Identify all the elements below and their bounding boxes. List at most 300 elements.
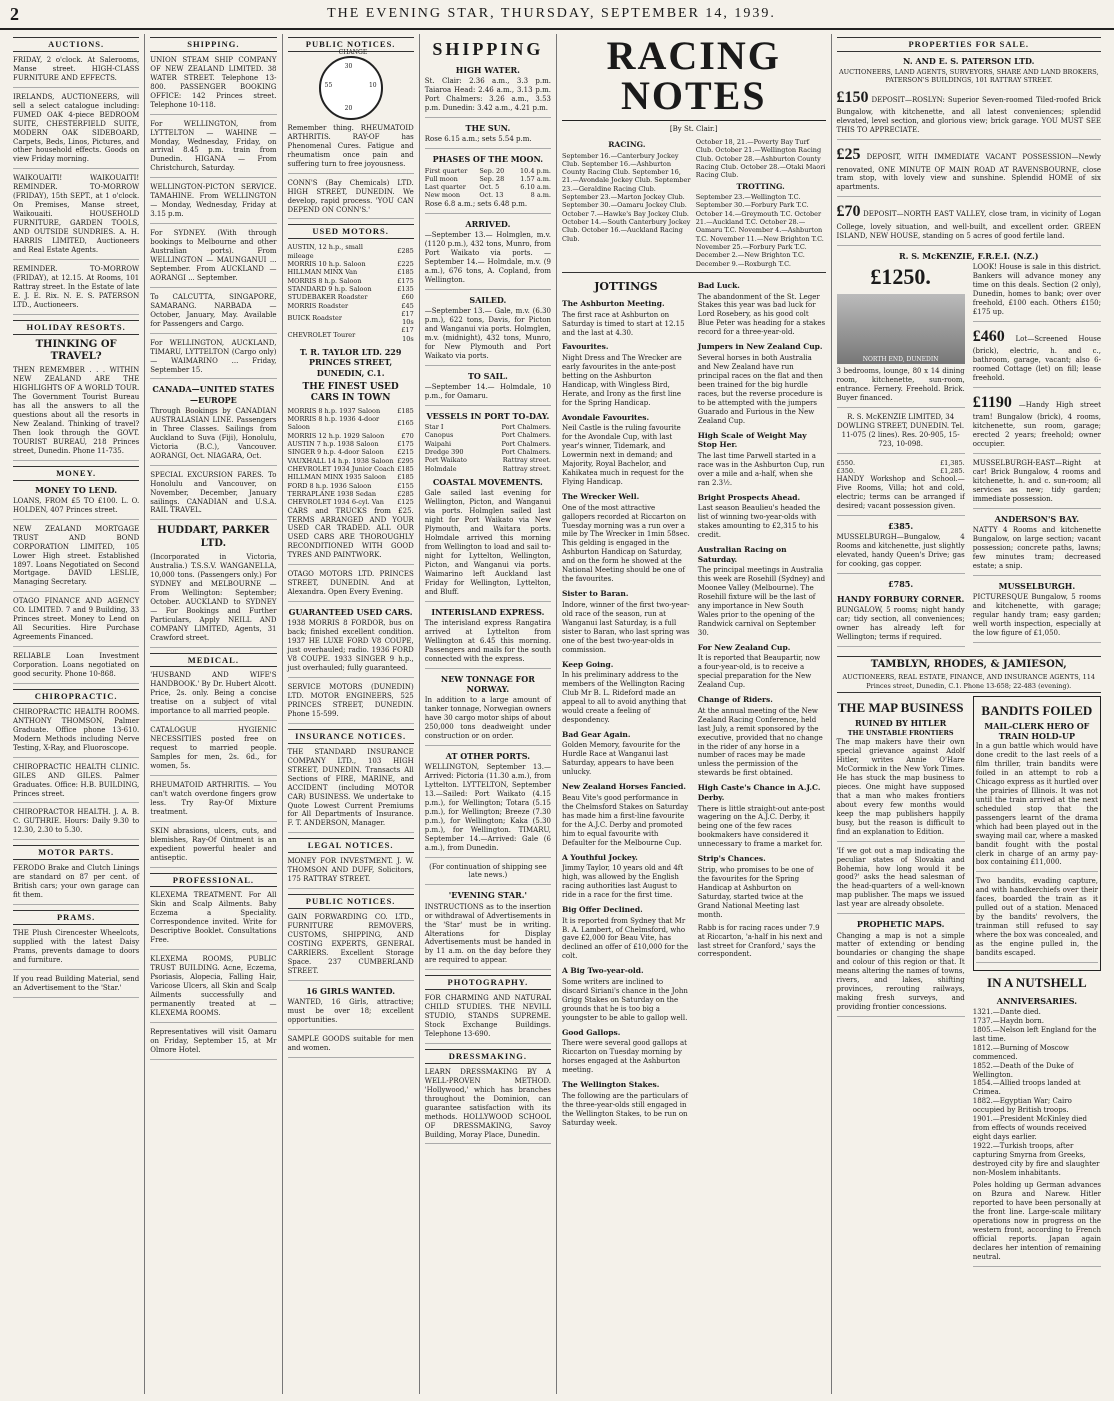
story-text: One of the most attractive gallopers recorded at Riccarton on Tuesday morning was a run over a mile by The Wrecker in 1min 58sec. This gelding is engaged in the Ashburton Handicap on Saturday, and on the form he showed at the National Meeting should be one of the favourites. xyxy=(562,503,690,584)
story-text: In his preliminary address to the members of the Wellington Racing Club Mr B. L. Rideford made an appeal to all to avoid anything that would create a feeling of despondency. xyxy=(562,671,687,724)
story-heading: Bad Luck. xyxy=(697,280,740,290)
table-row xyxy=(425,167,551,175)
vessel-place: Port Chalmers. xyxy=(501,447,551,456)
car-price: £215 xyxy=(397,448,414,457)
property-text: 3 bedrooms, lounge, 80 x 14 dining room, kitchenette, sun-room, entrance. Fernery. Freehold. Brick. Buyer financed. xyxy=(837,367,965,408)
shipping-ad: To CALCUTTA, SINGAPORE, SAMARANG. NARBADA — October, January, May. Available for Passengers and Cargo. xyxy=(150,293,276,334)
to-sail-text: —September 14.— Holmdale, 10 p.m., for Oamaru. xyxy=(425,383,551,406)
chiropractic-heading: CHIROPRACTIC. xyxy=(13,689,139,704)
car-name: CHEVROLET 1934 Junior Coach xyxy=(287,465,395,473)
property-text: LOOK! House is sale in this district. Bankers will advance money any time on this deals. Section (2 only), Dunedin, homes to bank; over over freehold, £100 each. Others £150; £175 up. xyxy=(973,263,1101,322)
table-row xyxy=(425,175,551,183)
story-heading: Bad Gear Again. xyxy=(562,729,631,739)
table-row xyxy=(425,440,551,448)
canada-ad: Through Bookings by CANADIAN AUSTRALASIAN LINE. Passengers in Three Classes. Sailings from Auckland to Suva (Fiji), Honolulu, Victoria (B.C.), Vancouver. AORANGI, Oct. NIAGARA, Oct. xyxy=(150,407,276,466)
evening-star-heading: 'EVENING STAR.' xyxy=(448,890,527,901)
prophetic-maps-heading: PROPHETIC MAPS. xyxy=(856,919,945,930)
arrived-text: —September 13.— Holmglen, m.v. (1120 p.m.), 432 tons, Munro, from Port Waikato via ports. —September 14.— Holmdale, m.v. (9 a.m.), 676 tons, A. Copland, from Wellington. xyxy=(425,231,551,290)
medical-ad: CATALOGUE HYGIENIC NECESSITIES posted free on request to married people. Samples for men, 2s. 6d., for women, 5s. xyxy=(150,726,276,776)
high-water-text: St. Clair: 2.36 a.m., 3.3 p.m. Taiaroa Head: 2.46 a.m., 3.13 p.m. Port Chalmers: 3.26 a.m., 3.53 p.m. Dunedin: 3.42 a.m., 4.21 p.m. xyxy=(425,77,551,118)
table-row xyxy=(288,465,414,473)
table-row xyxy=(288,407,414,415)
used-motors-table xyxy=(288,243,414,343)
story-text: Several horses in both Australia and New Zealand have run principal races on the flat and then been trained for the big hurdle races, but the reverse procedure is to be attempted with the jumpers Guarado and Furious in the New Zealand Cup. xyxy=(697,353,823,425)
moon-table xyxy=(425,167,551,200)
moon-rise-text: Rose 6.8 a.m.; sets 6.48 p.m. xyxy=(425,200,551,214)
story-heading: High Scale of Weight May Stop Her. xyxy=(697,430,807,450)
car-price: £285 xyxy=(397,247,414,256)
moon-time: 10.4 p.m. xyxy=(520,166,551,175)
car-price: £70 xyxy=(401,431,414,440)
column-public-notices xyxy=(283,34,420,1394)
finest-cars-ad: CARS and TRUCKS from £25. TERMS ARRANGED AND YOUR USED CAR TRADED. ALL OUR USED CARS ARE THOROUGHLY RECONDITIONED WITH GOOD TYRES AND PAINTWORK. xyxy=(288,507,414,566)
moon-phase: Full moon xyxy=(424,174,458,183)
mckenzie-section xyxy=(837,263,1102,652)
paterson-subheading: AUCTIONEERS, LAND AGENTS, SURVEYORS, SHARE AND LAND BROKERS, PATERSON'S BUILDINGS, 101 RATTRAY STREET. xyxy=(838,68,1099,85)
service-motors-ad: SERVICE MOTORS (DUNEDIN) LTD. MOTOR ENGINEERS, 525 PRINCES STREET, DUNEDIN. Phone 15-599. xyxy=(288,683,414,724)
story-heading: Sister to Baran. xyxy=(562,589,629,599)
table-row xyxy=(288,302,414,310)
car-name: HILLMAN MINX 1935 Saloon xyxy=(287,473,387,482)
car-name: VAUXHALL 14 h.p. 1938 Saloon xyxy=(287,456,394,465)
map-business-subheading: RUINED BY HITLER xyxy=(855,717,947,728)
clock-number: 55 xyxy=(324,81,333,89)
racing-dates-right: October 18, 21.—Poverty Bay Turf Club. October 21.—Wellington Racing Club. October 28.—Ashburton County Racing Club. October 28.—Otaki Maori Racing Club. xyxy=(695,137,826,180)
money-subhead: MONEY TO LEND. xyxy=(35,484,118,495)
finest-cars-table xyxy=(288,407,414,507)
column-properties xyxy=(832,34,1107,1394)
table-row xyxy=(837,467,965,475)
moon-date: Oct. 13 xyxy=(479,191,504,200)
story-text: Golden Memory, favourite for the Hurdle Race at Wanganui last Saturday, appears to have been unlucky. xyxy=(562,741,681,777)
story-text: Indore, winner of the first two-year-old race of the season, run at Wanganui last Saturday, is a full sister to Baran, who last spring was one of the best two-year-olds in commission. xyxy=(562,600,690,654)
moon-date: Sep. 28 xyxy=(479,174,505,183)
bandits-text: In a gun battle which would have done credit to the last reels of a film thriller, train bandits were foiled in an attempt to rob a Chicago express as it hurtled over the prairies of Illinois. It was not until the train arrived at the next scheduled stop that the passengers learnt of the drama which had been played out in the swaying mail car, where a masked bandit fought with the postal clerk in charge of an army pay-box containing £11,000. xyxy=(976,742,1098,872)
money-ad: RELIABLE Loan Investment Corporation. Loans negotiated on good security. Phone 10-868. xyxy=(13,652,139,684)
car-name: MORRIS Roadster xyxy=(287,301,349,310)
car-price: £165 xyxy=(397,419,414,428)
table-row xyxy=(425,431,551,439)
story-heading: Big Offer Declined. xyxy=(562,904,643,914)
moon-phase: First quarter xyxy=(424,166,468,175)
property-ad xyxy=(973,327,1101,388)
table-row xyxy=(288,490,414,498)
racing-calendar xyxy=(562,138,826,268)
continued-note: (For continuation of shipping see late news.) xyxy=(425,863,551,886)
car-name: STANDARD 9 h.p. Saloon xyxy=(287,284,372,293)
map-business-text: 'If we got out a map indicating the peculiar states of Slovakia and Bohemia, how long would it be good?' asks the head salesman of the head-quarters of a well-known map publisher. The maps we issued last year are already obsolete. xyxy=(837,847,965,915)
list-item: 1882.—Egyptian War; Cairo occupied by British troops. xyxy=(972,1097,1072,1115)
travel-title: THINKING OF TRAVEL? xyxy=(35,338,117,363)
shipping-ad: For SYDNEY. (With through bookings to Melbourne and other Australian ports). From WELLINGTON — MAUNGANUI ... September. From AUCKLAND — AORANGI ... September. xyxy=(150,229,276,288)
property-ad xyxy=(837,145,1102,197)
property-text: NATTY 4 Rooms and kitchenette Bungalow, on large section; vacant possession; concrete paths, lawns; few minutes tram; decreased estate; a snip. xyxy=(973,526,1101,576)
list-item: 1805.—Nelson left England for the last time. xyxy=(972,1025,1097,1043)
interisland-text: The interisland express Rangatira arrived at Lyttelton from Wellington at 6.45 this morning. Passengers and mails for the south connected with the express. xyxy=(425,619,551,669)
story-heading: The Wellington Stakes. xyxy=(562,1080,660,1090)
auction-ad: REMINDER. TO-MORROW (FRIDAY), at 12.15. At Rooms, 101 Rattray street. In the Estate of late E. J. E. Rix. N. E. S. PATERSON LTD., Auctioneers. xyxy=(13,265,139,315)
shipping-ad: For WELLINGTON, AUCKLAND, TIMARU, LYTTELTON (Cargo only) — WAIMARINO ... Friday, September 15. xyxy=(150,339,276,380)
money-ad: NEW ZEALAND MORTGAGE TRUST AND BOND CORPORATION LIMITED, 105 Lower High street. Established 1897. Loans Negotiated on Second Mortgage. DAVID LESLIE, Managing Secretary. xyxy=(13,525,139,593)
tonnage-text: In addition to a large amount of tanker tonnage, Norwegian owners have 30 cargo motor ships of about 250,000 tons deadweight under construction or on order. xyxy=(425,696,551,746)
map-business-text: The map makers have their own special grievance against Adolf Hitler, writes Annie O'Hare McCormick in the New York Times. He has stuck the map business to pieces. One might have supposed that a man who makes frontiers about every few months would keep the map publishers happily busy, but the reason is difficult to find an explanation to Edition. xyxy=(837,738,965,841)
girls-wanted-heading: 16 GIRLS WANTED. xyxy=(306,985,396,996)
car-name: AUSTIN, 12 h.p., small mileage xyxy=(287,243,363,260)
table-row xyxy=(288,293,414,301)
bandits-story xyxy=(973,696,1101,971)
prams-heading: PRAMS. xyxy=(13,910,139,925)
moon-heading: PHASES OF THE MOON. xyxy=(432,154,544,165)
car-price: £285 xyxy=(397,489,414,498)
property-price: £460 xyxy=(972,327,1005,345)
moon-time: 1.57 a.m. xyxy=(520,174,551,183)
photography-heading: PHOTOGRAPHY. xyxy=(425,975,551,990)
table-row xyxy=(288,277,414,285)
money-heading: MONEY. xyxy=(13,466,139,481)
tamblyn-heading: TAMBLYN, RHODES, & JAMIESON, xyxy=(837,656,1102,672)
car-name: MORRIS 8 h.p. 1936 4-door Saloon xyxy=(287,415,380,432)
table-row xyxy=(288,432,414,440)
list-item: 1852.—Death of the Duke of Wellington. xyxy=(972,1061,1074,1079)
car-price: £45 xyxy=(401,301,414,310)
clock-number: 30 xyxy=(344,62,353,70)
medical-ad: 'HUSBAND AND WIFE'S HANDBOOK.' By Dr. Hubert Alcott. Price, 2s. only. Being a concise treatise on a subject of vital importance to all married people. xyxy=(150,671,276,721)
high-water-heading: HIGH WATER. xyxy=(455,65,520,76)
story-heading: Bright Prospects Ahead. xyxy=(697,492,801,502)
chiro-ad: CHIROPRACTOR HEALTH. J. A. B. C. GUTHRIE. Hours: Daily 9.30 to 12.30, 2.30 to 5.30. xyxy=(13,808,139,840)
story-text: Strip, who promises to be one of the favourites for the Spring Handicap at Ashburton on Saturday, started twice at the Grand National Meeting last month. xyxy=(697,865,814,919)
story-text: Rabb is for racing races under 7.9 at Riccarton, 'a-half in his next and last street for Cranford,' says the correspondent. xyxy=(697,923,823,959)
vessel-name: Canopus xyxy=(424,431,454,440)
car-name: MORRIS 8 h.p. Saloon xyxy=(287,276,362,285)
car-price: £185 xyxy=(397,406,414,415)
money-ad: OTAGO FINANCE AND AGENCY CO. LIMITED. 7 and 9 Building, 33 Princes street. Money to Lend on All Securities. Hire Purchase Agreements Financed. xyxy=(13,597,139,647)
house-photo xyxy=(837,294,965,364)
mckenzie-signature: R. S. McKENZIE LIMITED, 34 DOWLING STREET, DUNEDIN. Tel. 11-075 (2 lines). Res. 20-905, 15-723, 10-098. xyxy=(837,413,965,454)
prams-ad: If you read Building Material, send an Advertisement to the 'Star.' xyxy=(13,975,139,998)
used-motors-heading: USED MOTORS. xyxy=(288,224,414,239)
car-price: £185 xyxy=(397,465,414,473)
price-cell: £1,285. xyxy=(939,467,965,476)
vessel-place: Rattray street. xyxy=(502,464,551,473)
guaranteed-ad: 1938 MORRIS 8 FORDOR, bus on back; finished excellent condition. 1937 HE LUXE FORD V8 COUPE, just overhauled; radio. 1936 FORD V8 COUPE. 1933 SINGER 9 h.p., just overhauled; fully guaranteed. xyxy=(288,619,414,678)
car-price: £225 xyxy=(397,259,414,268)
moon-time: 6.10 a.m. xyxy=(520,183,551,192)
vessel-name: Waipahi xyxy=(424,439,452,448)
story-text: The first race at Ashburton on Saturday is timed to start at 12.15 and the last at 4.30. xyxy=(562,310,685,337)
insurance-ad: THE STANDARD INSURANCE COMPANY LTD., 103 HIGH STREET, DUNEDIN. Transacts All Sections of FIRE, MARINE, and ACCIDENT (including MOTOR CAR) BUSINESS. We undertake to Quote Lowest Current Premiums for All Departments of Insurance. F. T. ANDERSON, Manager. xyxy=(288,748,414,834)
car-price: £185 xyxy=(397,473,414,482)
to-sail-heading: TO SAIL. xyxy=(467,370,508,381)
table-row xyxy=(288,498,414,506)
moon-time: 8 a.m. xyxy=(530,191,551,200)
clock-number: 10 xyxy=(368,81,377,89)
prams-ad: THE Plush Cirencester Wheelcots, supplied with the latest Daisy Prams, prevents damage to doors and furniture. xyxy=(13,929,139,970)
coastal-heading: COASTAL MOVEMENTS. xyxy=(432,476,543,487)
story-text: Neil Castle is the ruling favourite for the Avondale Cup, with last year's winner, Tidemark, and Lowermin next in demand; and Majority, Royal Bachelor, and Kahikatea much in request for the Flying Handicap. xyxy=(562,424,684,487)
vessel-place: Rattray street. xyxy=(502,456,551,465)
sun-text: Rose 6.15 a.m.; sets 5.54 p.m. xyxy=(425,135,551,149)
story-text: It is reported that Beaupartir, now a four-year-old, is to receive a special preparation for the New Zealand Cup. xyxy=(697,654,821,690)
property-price: £785. xyxy=(888,579,914,590)
bandits-text: Two bandits, evading capture, and with handkerchiefs over their faces, boarded the train as it pulled out of a station. Menaced by the bandits' revolvers, the trainman still refused to say where the box was concealed, and as the engine pulled in, the bandits escaped. xyxy=(976,877,1098,963)
property-price: £1250. xyxy=(870,264,931,289)
car-name: HILLMAN MINX Van xyxy=(287,268,358,277)
story-text: Some writers are inclined to discard Siriani's chance in the John Grigg Stakes on Saturday on the grounds that he is too big a youngster to be able to gallop well. xyxy=(562,977,688,1022)
public-notice-ad: GAIN FORWARDING CO. LTD., FURNITURE REMOVERS, CUSTOMS, SHIPPING, AND COSTING EXPERTS, GENERAL CARRIERS. Excellent Storage Space. 237 CUMBERLAND STREET. xyxy=(288,913,414,981)
story-text: The abandonment of the St. Leger Stakes this year was bad luck for Lord Rosebery, as his good colt Blue Peter was heading for a stakes record for a three-year-old. xyxy=(697,292,826,337)
table-row xyxy=(288,268,414,276)
car-price: £175 xyxy=(397,440,414,449)
car-name: MORRIS 12 h.p. 1929 Saloon xyxy=(287,431,385,440)
otago-motors-ad: OTAGO MOTORS LTD. PRINCES STREET, DUNEDIN. And at Alexandra. Open Every Evening. xyxy=(288,570,414,602)
table-row xyxy=(425,448,551,456)
public-notices-heading: PUBLIC NOTICES. xyxy=(288,37,414,52)
story-heading: High Caste's Chance in A.J.C. Derby. xyxy=(697,783,821,802)
anderson-heading: ANDERSON'S BAY. xyxy=(994,514,1080,525)
table-row xyxy=(288,260,414,268)
property-text: —Handy High street tram! Bungalow (brick), 4 rooms, kitchenette, sun room, garage; erected 2 years; freehold; owner occupier. xyxy=(972,401,1101,449)
column-shipping-news xyxy=(420,34,557,1394)
table-row xyxy=(288,448,414,456)
vessel-name: Star I xyxy=(424,422,444,431)
bandits-heading: BANDITS FOILED xyxy=(981,702,1093,718)
interisland-heading: INTERISLAND EXPRESS. xyxy=(431,606,545,617)
table-row xyxy=(288,440,414,448)
car-name: TERRAPLANE 1938 Sedan xyxy=(287,489,377,498)
newspaper-columns xyxy=(8,34,1106,1394)
story-heading: Avondale Favourites. xyxy=(562,412,650,422)
trotting-dates: September 23.—Wellington T.C. September 30.—Forbury Park T.C. October 14.—Greymouth T.C. October 21.—Auckland T.C. October 28.—Oamaru T.C. November 4.—Ashburton T.C. November 11.—New Brighton T.C. November 25.—Forbury Park T.C. December 2.—New Brighton T.C. December 9.—Roxburgh T.C. xyxy=(695,193,824,268)
vessel-place: Port Chalmers. xyxy=(501,439,551,448)
car-price: £135 xyxy=(397,284,414,293)
story-heading: The Ashburton Meeting. xyxy=(562,299,665,308)
story-heading: Jumpers in New Zealand Cup. xyxy=(697,342,823,352)
bandits-subheading: MAIL-CLERK HERO OF TRAIN HOLD-UP xyxy=(984,720,1090,741)
story-text: It is reported from Sydney that Mr B. A. Lambert, of Chelmsford, who gave £2,000 for Beau Vite, has declined an offer of £10,000 for the colt. xyxy=(562,916,689,961)
taylor-ad: T. R. TAYLOR LTD. 229 PRINCES STREET, DUNEDIN, C.1. xyxy=(299,347,402,378)
table-row xyxy=(425,465,551,473)
story-text: Jimmy Taylor, 10 years old and 4ft high, was allowed by the English racing authorities last August to ride in a race for the first time. xyxy=(562,864,684,899)
vessel-name: Port Waikato xyxy=(424,456,467,465)
story-text: The principal meetings in Australia this week are Rosehill (Sydney) and Moonee Valley (Melbourne). The Rosehill fixture will be the last of any importance in New South Wales prior to the opening of the Randwick carnival on September 30. xyxy=(697,566,826,637)
story-heading: A Big Two-year-old. xyxy=(562,966,644,976)
story-heading: Strip's Chances. xyxy=(697,854,766,864)
property-text: MUSSELBURGH-EAST—Right at car! Brick Bungalow, 4 rooms and kitchenette, h. and c. sun-room; all services as new; tidy garden; immediate possession. xyxy=(973,459,1101,509)
list-item: 1922.—Turkish troops, after capturing Smyrna from Greeks, destroyed city by fire and slaughter non-Moslem inhabitants. xyxy=(972,1142,1100,1177)
table-row xyxy=(837,459,965,467)
table-row xyxy=(425,183,551,191)
story-text: There is little straight-out ante-post wagering on the A.J.C. Derby, it being one of the few races bookmakers have considered it unnecessary to frame a market for. xyxy=(697,804,825,849)
table-row xyxy=(288,415,414,432)
travel-ad: THEN REMEMBER . . . WITHIN NEW ZEALAND ARE THE HIGHLIGHTS OF A WORLD TOUR. The Government Tourist Bureau has all the answers to all the questions about all the resorts in New Zealand. Thinking of travel? Then look through the GOVT. TOURIST BUREAU, 218 Princes street, Dunedin. Phone 11-735. xyxy=(13,366,139,461)
racing-byline: [By St. Clair.] xyxy=(669,125,718,133)
vessel-name: Holmdale xyxy=(424,464,457,473)
huddart-heading: HUDDART, PARKER LTD. xyxy=(157,525,270,550)
table-row xyxy=(425,423,551,431)
story-heading: Australian Racing on Saturday. xyxy=(697,544,787,564)
table-row xyxy=(425,456,551,464)
property-text: HANDY Workshop and School.—Five Rooms, Villa; hot and cold, electric; terms can be arranged if desired; vacant possession given. xyxy=(837,475,965,516)
table-row xyxy=(288,243,414,260)
story-heading: For New Zealand Cup. xyxy=(697,642,791,652)
auctions-heading: AUCTIONS. xyxy=(13,37,139,52)
nutshell-heading: IN A NUTSHELL xyxy=(987,974,1087,990)
table-row xyxy=(288,482,414,490)
musselburgh-heading: MUSSELBURGH. xyxy=(998,581,1076,592)
property-price: £25 xyxy=(836,146,861,164)
car-name: AUSTIN 7 h.p. 1938 Saloon xyxy=(287,440,379,449)
car-name: CHEVROLET Tourer xyxy=(287,330,356,339)
table-row xyxy=(288,310,414,327)
list-item: 1737.—Haydn born. xyxy=(972,1016,1045,1025)
medical-ad: SKIN abrasions, ulcers, cuts, and blemishes, Ray-Of Ointment is an expedient powerful healer and antiseptic. xyxy=(150,827,276,868)
vessels-table xyxy=(425,423,551,473)
story-heading: The Wrecker Well. xyxy=(562,492,640,502)
professional-ad: Representatives will visit Oamaru on Friday, September 15, at Mr Olmore Hotel. xyxy=(150,1028,276,1060)
public-notice-ad: CONN'S (Bay Chemicals) LTD. HIGH STREET, DUNEDIN. We develop, rapid process. 'YOU CAN DEPEND ON CONN'S.' xyxy=(288,179,414,220)
car-name: SINGER 9 h.p. 4-door Saloon xyxy=(287,448,384,457)
chiro-ad: CHIROPRACTIC HEALTH ROOMS. ANTHONY THOMSON, Palmer Graduate. Office phone 13-610. Modern Methods including Nerve Testing, X-Ray, and Fluoroscope. xyxy=(13,708,139,758)
tonnage-heading: NEW TONNAGE FOR NORWAY. xyxy=(440,673,535,694)
professional-ad: KLEXEMA ROOMS, PUBLIC TRUST BUILDING. Acne, Eczema, Psoriasis, Alopecia, Falling Hair, Varicose Ulcers, all Skin and Scalp Ailments successfully and permanently treated at — KLEXEMA ROOMS. xyxy=(150,955,276,1023)
car-name: MORRIS 8 h.p. 1937 Saloon xyxy=(287,406,381,415)
dressmaking-ad: LEARN DRESSMAKING BY A WELL-PROVEN METHOD. 'Hollywood,' which has branches throughout the Dominion, can guarantee satisfaction with its methods. HOLLYWOOD SCHOOL OF DRESSMAKING, Savoy Building, Moray Place, Dunedin. xyxy=(425,1068,551,1145)
shipping-ad: For WELLINGTON, from LYTTELTON — WAHINE — Monday, Wednesday, Friday, on arrival 8.45 p.m. train from Dunedin. HIGANA — From Christchurch, Saturday. xyxy=(150,120,276,179)
shipping-ad: UNION STEAM SHIP COMPANY OF NEW ZEALAND LIMITED. 38 WATER STREET. Telephone 13-800. PASSENGER BOOKING OFFICE: 142 Princes street. Telephone 10-118. xyxy=(150,56,276,115)
legal-heading: LEGAL NOTICES. xyxy=(288,838,414,853)
medical-heading: MEDICAL. xyxy=(150,653,276,668)
story-text: Beau Vite's good performance in the Chelmsford Stakes on Saturday has made him a first-line favourite for the A.J.C. Derby and promoted him to equal favourite with Defaulter for the Melbourne Cup. xyxy=(562,793,689,847)
money-ad: LOANS, FROM £5 TO £100. L. O. HOLDEN, 407 Princes street. xyxy=(13,497,139,520)
vessel-place: Port Chalmers. xyxy=(501,422,551,431)
car-price: £17 10s xyxy=(401,309,414,327)
property-text: DEPOSIT, WITH IMMEDIATE VACANT POSSESSION—Newly renovated, ONE MINUTE OF MAIN ROAD AT RAVENSBOURNE, close tram stop, with lovely view and sunshine. Splendid HOME of six apartments. xyxy=(836,153,1102,192)
story-text: There were several good gallops at Riccarton on Tuesday morning by horses engaged at the Ashburton meeting. xyxy=(562,1039,687,1075)
anniversary-list xyxy=(973,1008,1101,1178)
paterson-heading: N. AND E. S. PATERSON LTD. xyxy=(903,55,1035,66)
auction-ad: FRIDAY, 2 o'clock. At Salerooms, Manse street. HIGH-CLASS FURNITURE AND EFFECTS. xyxy=(13,56,139,88)
property-text: PICTURESQUE Bungalow, 5 rooms and kitchenette, with garage; regular handy tram; easy garden; well worth inspection, especially at the low figure of £1,050. xyxy=(973,593,1101,643)
property-text: Lot—Screened House (brick), electric, h. and c., bathroom, garage, vacant; also 6-roomed Cottage (let) on fill; lease freehold. xyxy=(972,334,1101,383)
chiro-ad: CHIROPRACTIC HEALTH CLINIC. GILES AND GILES. Palmer Graduates. Office: H.B. BUILDING, Princes street. xyxy=(13,763,139,804)
car-name: MORRIS 10 h.p. Saloon xyxy=(287,259,366,268)
vessel-place: Port Chalmers. xyxy=(501,431,551,440)
list-item: 1854.—Allied troops landed at Crimea. xyxy=(972,1079,1081,1097)
properties-heading: PROPERTIES FOR SALE. xyxy=(837,37,1102,52)
anniversaries-heading: ANNIVERSARIES. xyxy=(996,995,1078,1006)
professional-heading: PROFESSIONAL. xyxy=(150,873,276,888)
property-text: DEPOSIT—NORTH EAST VALLEY, close tram, in vicinity of Logan College, lovely situation, and well-built, and excellent order. GREEN ISLAND, NEW HOUSE, standing on 5 acres of good fertile land. xyxy=(836,210,1101,240)
motor-ad: FERODO Brake and Clutch Linings are standard on 87 per cent. of British cars; your own garage can fit them. xyxy=(13,864,139,905)
vessels-heading: VESSELS IN PORT TO-DAY. xyxy=(426,410,550,421)
car-price: £175 xyxy=(397,276,414,285)
photo-caption: NORTH END, DUNEDIN xyxy=(862,356,939,364)
legal-ad: MONEY FOR INVESTMENT. J. W. THOMSON AND DUFF, Solicitors, 175 RATTRAY STREET. xyxy=(288,857,414,889)
table-row xyxy=(288,473,414,481)
story-heading: Good Gallops. xyxy=(562,1027,621,1037)
moon-date: Sep. 20 xyxy=(479,166,505,175)
motor-parts-heading: MOTOR PARTS. xyxy=(13,845,139,860)
clock-number: 20 xyxy=(344,105,353,113)
handy-heading: HANDY FORBURY CORNER. xyxy=(836,593,965,604)
finest-cars-heading: THE FINEST USED CARS IN TOWN xyxy=(302,381,399,404)
auction-ad: IRELANDS, AUCTIONEERS, will sell a select catalogue including: FUMED OAK 4-piece BEDROOM SUITE, CHESTERFIELD SUITE, MODERN OAK SIDEBOARD, Carpets, Beds, Linos, Pictures, and other household effects. Goods on view Friday morning. xyxy=(13,93,139,170)
sailed-heading: SAILED. xyxy=(469,294,507,305)
feature-stories xyxy=(837,696,1102,1272)
list-item: 1321.—Dante died. xyxy=(972,1007,1041,1016)
map-business-subheading-2: THE UNSTABLE FRONTIERS xyxy=(847,728,954,737)
column-auctions xyxy=(8,34,145,1394)
property-price: £70 xyxy=(836,203,861,221)
trotting-heading: TROTTING. xyxy=(736,181,785,191)
property-price: £385. xyxy=(888,521,914,532)
car-price: £60 xyxy=(401,293,414,302)
shipping-ad: WELLINGTON-PICTON SERVICE. TAMAHINE. From WELLINGTON — Monday, Wednesday, Friday at 3.15 p.m. xyxy=(150,183,276,224)
column-racing-1 xyxy=(557,34,832,1394)
car-price: £155 xyxy=(397,481,414,490)
arrived-heading: ARRIVED. xyxy=(465,218,511,229)
racing-calendar-heading: RACING. xyxy=(608,139,646,149)
racing-notes-title: RACING NOTES xyxy=(562,36,826,121)
canada-ad: SPECIAL EXCURSION FARES. To Honolulu and Vancouver, on November, December, January sailings. CANADIAN and U.S.A. RAIL TRAVEL. xyxy=(150,471,276,521)
property-ad xyxy=(837,202,1102,245)
property-ad xyxy=(973,393,1101,454)
moon-date: Oct. 5 xyxy=(479,183,500,192)
newspaper-title: THE EVENING STAR, THURSDAY, SEPTEMBER 14, 1939. xyxy=(327,6,776,21)
story-heading: New Zealand Horses Fancied. xyxy=(562,782,686,792)
map-business-heading: THE MAP BUSINESS xyxy=(837,699,964,715)
professional-ad: KLEXEMA TREATMENT. For All Skin and Scalp Ailments. Baby Eczema a Speciality. Correspondence invited. Write for Descriptive Booklet. Consultations Free. xyxy=(150,891,276,950)
sailed-text: —September 13.— Gale, m.v. (6.30 p.m.), 622 tons, Davis, for Picton and Wanganui via ports. Holmglen, m.v. (midnight), 432 tons, Munro, for New Plymouth and Port Waikato via ports. xyxy=(425,307,551,366)
car-price: £185 xyxy=(397,268,414,277)
car-price: £295 xyxy=(397,456,414,465)
evening-star-text: INSTRUCTIONS as to the insertion or withdrawal of Advertisements in the 'Star' must be in writing. Alterations for Display Advertisements must be handed in by 11 a.m. on the day before they are required to appear. xyxy=(425,903,551,971)
public-notice-ad: Remember thing. RHEUMATOID ARTHRITIS. RAY-OF has Phenomenal Cures. Fatigue and rheumatism once pain and suffering turn to free joyousness. xyxy=(288,124,414,174)
story-heading: Change of Riders. xyxy=(697,695,773,705)
coastal-text: Gale sailed last evening for Wellington, Picton, and Wanganui via ports. Holmglen sailed last night for Port Waikato via New Plymouth, and Waitara ports. Holmdale arrived this morning from Wellington to load and sail to-night for Lyttelton, Wellington, Picton, and Wanganui via ports. Waimarino left Auckland last Friday for Wellington, Lyttelton, and Bluff. xyxy=(425,489,551,601)
sun-heading: THE SUN. xyxy=(465,123,511,134)
nutshell-text: Poles holding up German advances on Bzura and Narew. Hitler reported to have been personally at the front line. Large-scale military operations now in progress on the western front, according to French official reports. Japan again declares her intention of remaining neutral. xyxy=(973,1181,1101,1267)
insurance-heading: INSURANCE NOTICES. xyxy=(288,729,414,744)
canada-heading: CANADA—UNITED STATES—EUROPE xyxy=(152,384,275,405)
car-price: £17 10s xyxy=(401,326,414,343)
story-text: At the annual meeting of the New Zealand Racing Conference, held last July, a remit sponsored by the executive, provided that no change in the rider of any horse in a number of races may be made unless the permission of the stewards be first obtained. xyxy=(697,706,823,778)
car-name: STUDEBAKER Roadster xyxy=(287,293,368,302)
story-text: The last time Parwell started in a race was in the Ashburton Cup, run over a mile and a-half, when she ran 2.3½. xyxy=(697,451,825,487)
public-notice-ad: WANTED, 16 Girls, attractive; must be over 18; excellent opportunities. xyxy=(288,998,414,1030)
public-notices-heading-2: PUBLIC NOTICES. xyxy=(288,894,414,909)
other-ports-text: WELLINGTON, September 13.—Arrived: Pictoria (11.30 a.m.), from Lyttelton. LYTTELTON, September 13.—Sailed: Port Waikato (4.15 p.m.), for Wellington; Totara (5.15 p.m.), for Wellington; Breeze (7.30 p.m.), for Wellington; Kaka (5.30 p.m.), for Wellington. TIMARU, September 14.—Arrived: Gale (6 a.m.), from Dunedin. xyxy=(425,763,551,858)
column-shipping xyxy=(145,34,282,1394)
vessel-name: Dredge 390 xyxy=(424,447,464,456)
property-text: MUSSELBURGH—Bungalow, 4 Rooms and kitchenette, just slightly elevated, handy Queen's Drive; gas for cooking, gas copper. xyxy=(837,533,965,574)
table-row xyxy=(425,191,551,199)
table-row xyxy=(288,285,414,293)
racing-dates-left: September 16.—Canterbury Jockey Club. September 16.—Ashburton County Racing Club. September 16, 21.—Avondale Jockey Club. September 23.—Geraldine Racing Club. September 23.—Marton Jockey Club. September 30.—Oamaru Jockey Club. October 7.—Hawke's Bay Jockey Club. October 14.—South Canterbury Jockey Club. October 16.—Auckland Racing Club. xyxy=(562,151,691,243)
huddart-ad: (Incorporated in Victoria, Australia.) T.S.S.V. WANGANELLA, 10,000 tons. (Passengers only.) For SYDNEY and MELBOURNE — From Wellington: September; October. AUCKLAND to SYDNEY — For Bookings and Further Particulars, Apply NEILL AND COMPANY LIMITED, Agents, 31 Crawford street. xyxy=(150,553,276,648)
dressmaking-heading: DRESSMAKING. xyxy=(425,1049,551,1064)
auction-ad: WAIKOUAITI! WAIKOUAITI! REMINDER. TO-MORROW (FRIDAY), 15th SEPT., at 1 o'clock. On Premises, Manse street, Waikouaiti. HOUSEHOLD FURNITURE, GARDEN TOOLS, AND OUTSIDE SUNDRIES. A. H. HARRIS LIMITED, Auctioneers and Real Estate Agents. xyxy=(13,174,139,260)
property-price: £1190 xyxy=(972,394,1012,411)
price-cell: £1,385. xyxy=(939,458,965,467)
list-item: 1812.—Burning of Moscow commenced. xyxy=(972,1043,1069,1061)
jottings-heading: JOTTINGS xyxy=(594,279,658,293)
price-table xyxy=(837,459,965,476)
racing-stories xyxy=(562,272,826,1128)
list-item: 1901.—President McKinley died from effects of wounds received eight days earlier. xyxy=(972,1115,1087,1142)
other-ports-heading: AT OTHER PORTS. xyxy=(445,750,530,761)
